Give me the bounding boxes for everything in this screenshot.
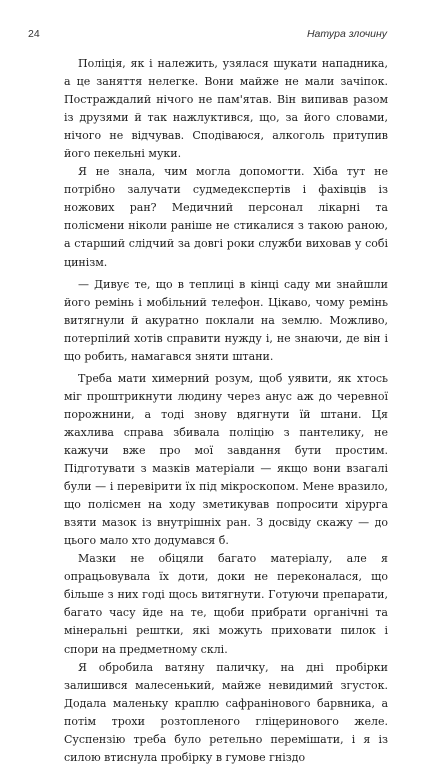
running-title: Натура злочину: [306, 28, 387, 40]
paragraph: — Дивує те, що в теплиці в кінці саду ми знайшли його ремінь і мобільний телефон. Цікаво, чому ремінь витягнули й акуратно поклали на землю. Можливо, потерпілий хотів справити нужду і, не знаючи, де він і що робить, намагався зняти штани.: [64, 277, 388, 363]
page-number: 24: [28, 28, 40, 40]
paragraph: Треба мати химерний розум, щоб уявити, як хтось міг проштрикнути людину через анус аж до черевної порожнини, а тоді знову вдягнути їй штани. Ця жахлива справа збивала поліцію з пантелику, не кажучи вже про мої завдання бути простим. Підготувати з мазків матеріали — якщо вони взагалі були — і перевірити їх під мікроскопом. Мене вразило, що полісмен на ходу зметикував попросити хірурга взяти мазок із внутрішніх ран. З досвіду скажу — до цього мало хто додумався б.: [64, 371, 388, 548]
page-header: [28, 28, 387, 42]
body-text: [64, 55, 388, 767]
paragraph: Я не знала, чим могла допомогти. Хіба тут не потрібно залучати судмедекспертів і фахівців із ножових ран? Медичний персонал лікарні та полісмени ніколи раніше не стикалися з такою раною, а старший слідчий за довгі роки служби виховав у собі цинізм.: [64, 165, 388, 269]
paragraph: Мазки не обіцяли багато матеріалу, але я опрацьовувала їх доти, доки не переконалася, що більше з них годі щось витягнути. Готуючи препарати, багато часу йде на те, щоби прибрати органічні та мінеральні рештки, які можуть приховати пилок і спори на предметному склі.: [64, 552, 388, 656]
paragraph: Поліція, як і належить, узялася шукати нападника, а це заняття нелегке. Вони майже не мали зачіпок. Постраждалий нічого не пам'ятав. Він випивав разом із друзями й так нажлуктився, що, за його словами, нічого не відчував. Сподіваюся, алкоголь притупив його пекельні муки.: [64, 57, 388, 161]
paragraph: Я обробила ватяну паличку, на дні пробірки залишився малесенький, майже невидимий згусток. Додала маленьку краплю сафранінового барвника, а потім трохи розтопленого гліцеринового желе. Суспензію треба було ретельно перемішати, і я із силою втиснула пробірку в гумове гніздо: [64, 660, 388, 764]
